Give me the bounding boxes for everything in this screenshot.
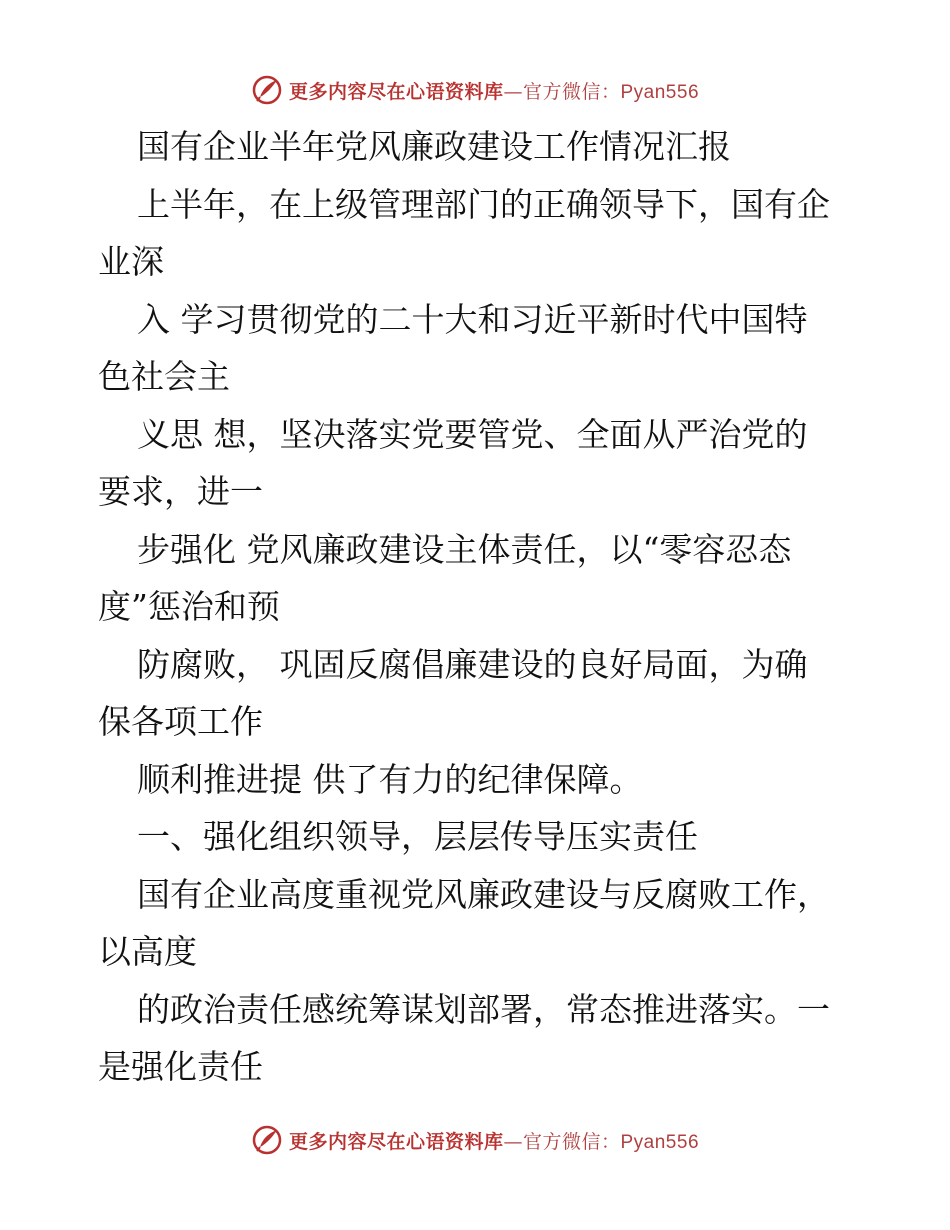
quill-logo-icon: [251, 74, 283, 106]
text-line: 国有企业高度重视党风廉政建设与反腐败工作，: [137, 874, 830, 914]
text-line: 步强化 党风廉政建设主体责任，以“零容忍态: [137, 529, 792, 569]
text-line: 义思 想，坚决落实党要管党、全面从严治党的: [137, 414, 808, 454]
banner-brand: 更多内容尽在心语资料库: [288, 80, 504, 103]
text-line: 保各项工作: [98, 702, 263, 741]
text-line: 是强化责任: [98, 1047, 263, 1086]
banner-official: 官方微信：: [522, 80, 621, 103]
text-line: 业深: [98, 242, 164, 281]
text-line: 入 学习贯彻党的二十大和习近平新时代中国特: [137, 299, 808, 339]
banner-official: 官方微信：: [522, 1130, 621, 1153]
document-text: [98, 118, 858, 1096]
text-line: 要求，进一: [98, 472, 263, 511]
text-line: 色社会主: [98, 357, 230, 396]
text-line: 的政治责任感统筹谋划部署，常态推进落实。一: [137, 989, 830, 1029]
document-title: 国有企业半年党风廉政建设工作情况汇报: [137, 127, 731, 166]
text-line: 防腐败， 巩固反腐倡廉建设的良好局面，为确: [137, 644, 808, 684]
banner-dash: —: [503, 1130, 523, 1153]
banner-brand: 更多内容尽在心语资料库: [288, 1130, 504, 1153]
banner-text: [289, 77, 699, 104]
text-line: 顺利推进提 供了有力的纪律保障。: [137, 759, 643, 799]
text-line: 上半年，在上级管理部门的正确领导下，国有企: [137, 184, 830, 224]
banner-text: [289, 1127, 699, 1154]
text-line: 度”惩治和预: [98, 587, 280, 626]
text-line: 以高度: [98, 932, 197, 971]
banner-wechat-id: Pyan556: [620, 81, 700, 103]
footer-banner: [0, 1120, 950, 1160]
banner-wechat-id: Pyan556: [620, 1131, 700, 1153]
banner-dash: —: [503, 80, 523, 103]
quill-logo-icon: [251, 1124, 283, 1156]
document-body: [98, 118, 858, 1096]
header-banner: [0, 70, 950, 110]
section-heading: 一、强化组织领导，层层传导压实责任: [137, 817, 698, 856]
